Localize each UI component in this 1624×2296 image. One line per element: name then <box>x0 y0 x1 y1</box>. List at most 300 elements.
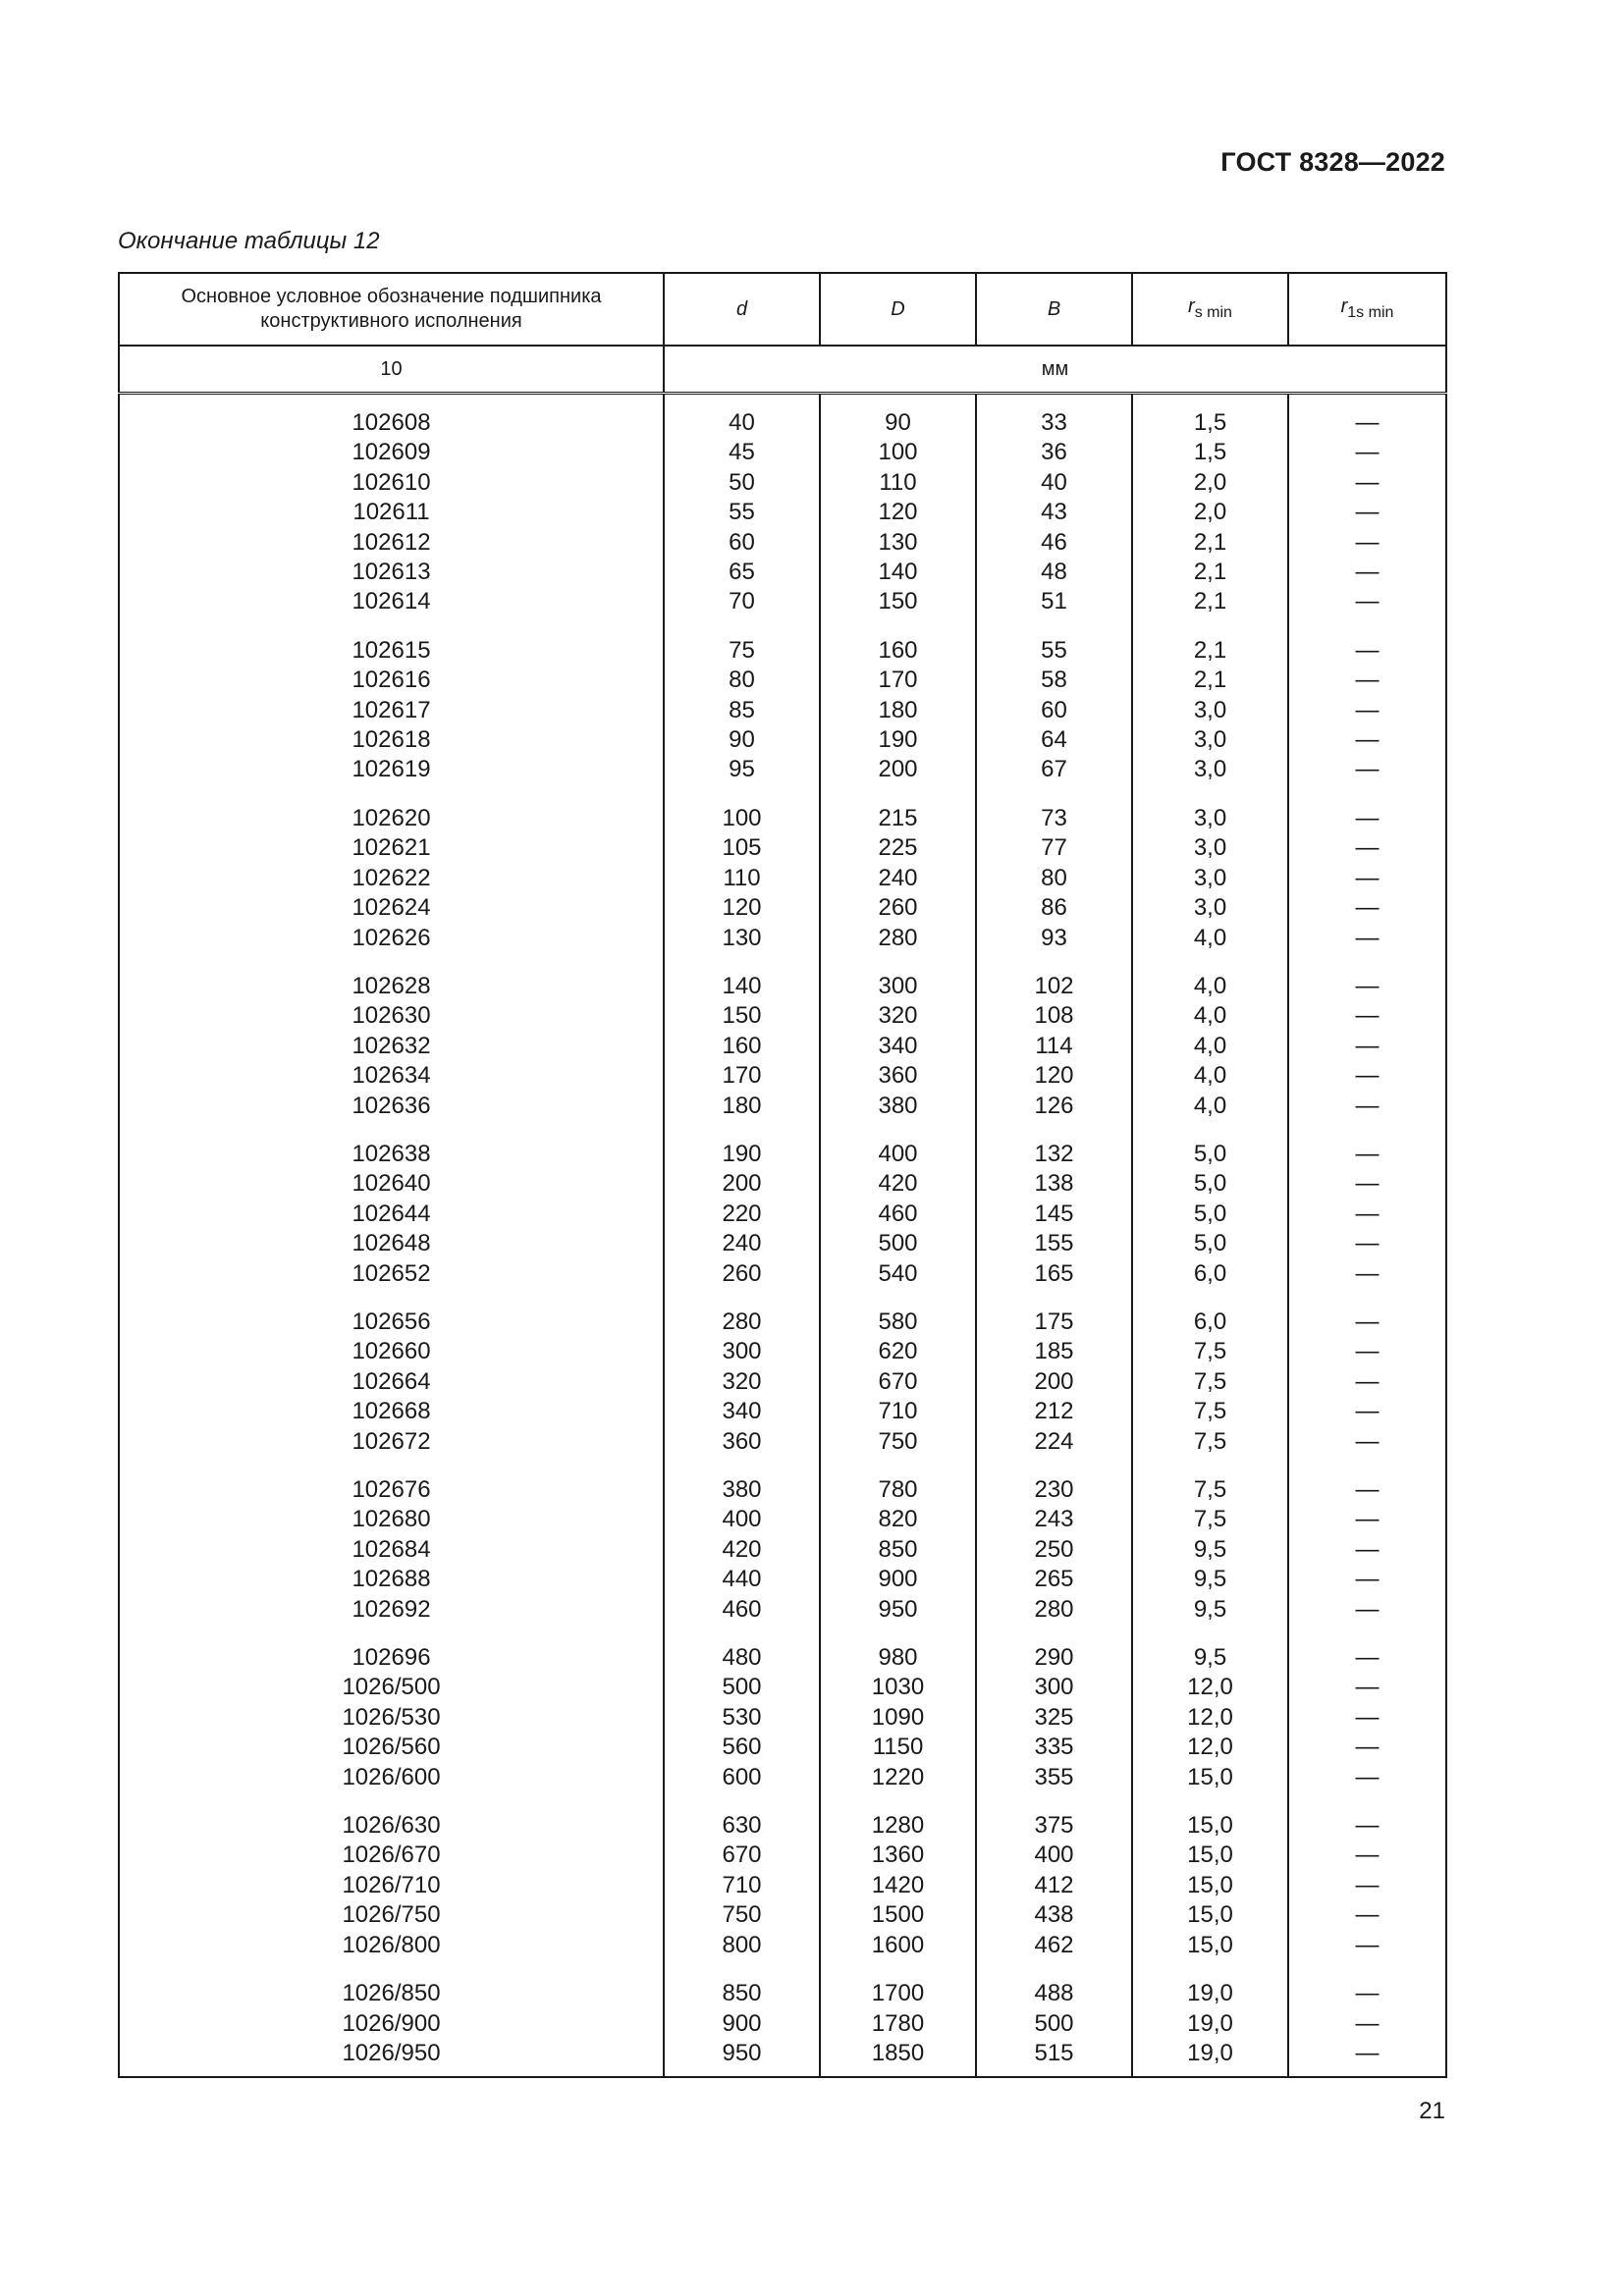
cell-r1s-min: — <box>1288 1625 1446 1673</box>
cell-D: 710 <box>820 1397 976 1426</box>
cell-D: 1280 <box>820 1792 976 1841</box>
cell-D: 1780 <box>820 2009 976 2039</box>
cell-designation: 102617 <box>119 696 664 725</box>
cell-D: 1360 <box>820 1841 976 1870</box>
cell-B: 77 <box>976 833 1132 863</box>
cell-B: 55 <box>976 617 1132 666</box>
header-rs-min: $r_{s min}$ <box>1132 273 1288 346</box>
cell-rs-min: 7,5 <box>1132 1505 1288 1534</box>
standard-designation: ГОСТ 8328—2022 <box>1220 147 1445 177</box>
cell-d: 105 <box>664 833 820 863</box>
cell-B: 243 <box>976 1505 1132 1534</box>
cell-D: 360 <box>820 1061 976 1091</box>
table-row <box>119 1367 1446 1397</box>
cell-rs-min: 9,5 <box>1132 1565 1288 1594</box>
table-row <box>119 498 1446 527</box>
cell-B: 138 <box>976 1169 1132 1199</box>
table-row <box>119 1792 1446 1841</box>
cell-r1s-min: — <box>1288 893 1446 923</box>
cell-r1s-min: — <box>1288 1169 1446 1199</box>
cell-D: 850 <box>820 1535 976 1565</box>
cell-r1s-min: — <box>1288 2039 1446 2077</box>
cell-B: 67 <box>976 755 1132 784</box>
cell-r1s-min: — <box>1288 1092 1446 1121</box>
cell-D: 215 <box>820 785 976 833</box>
cell-D: 1150 <box>820 1733 976 1762</box>
cell-d: 95 <box>664 755 820 784</box>
table-row <box>119 1733 1446 1762</box>
cell-d: 480 <box>664 1625 820 1673</box>
cell-r1s-min: — <box>1288 1535 1446 1565</box>
cell-B: 290 <box>976 1625 1132 1673</box>
cell-designation: 102652 <box>119 1259 664 1289</box>
cell-r1s-min: — <box>1288 1960 1446 2008</box>
table-row <box>119 1337 1446 1366</box>
cell-designation: 102656 <box>119 1289 664 1337</box>
table-row <box>119 1200 1446 1229</box>
page-number: 21 <box>1419 2098 1445 2124</box>
cell-D: 140 <box>820 558 976 587</box>
cell-B: 36 <box>976 438 1132 467</box>
cell-r1s-min: — <box>1288 785 1446 833</box>
cell-D: 580 <box>820 1289 976 1337</box>
cell-d: 40 <box>664 394 820 439</box>
table-row <box>119 1931 1446 1960</box>
cell-designation: 102688 <box>119 1565 664 1594</box>
cell-d: 460 <box>664 1595 820 1625</box>
cell-r1s-min: — <box>1288 394 1446 439</box>
cell-B: 325 <box>976 1703 1132 1733</box>
cell-r1s-min: — <box>1288 1061 1446 1091</box>
cell-B: 200 <box>976 1367 1132 1397</box>
cell-designation: 1026/670 <box>119 1841 664 1870</box>
cell-d: 60 <box>664 528 820 558</box>
cell-designation: 1026/850 <box>119 1960 664 2008</box>
table-row <box>119 1535 1446 1565</box>
cell-D: 1700 <box>820 1960 976 2008</box>
cell-designation: 102684 <box>119 1535 664 1565</box>
cell-r1s-min: — <box>1288 1931 1446 1960</box>
subheader-variant: 10 <box>119 346 664 394</box>
cell-rs-min: 7,5 <box>1132 1337 1288 1366</box>
cell-designation: 102630 <box>119 1001 664 1031</box>
cell-r1s-min: — <box>1288 1871 1446 1900</box>
table-row <box>119 725 1446 755</box>
cell-D: 1030 <box>820 1673 976 1702</box>
cell-designation: 1026/560 <box>119 1733 664 1762</box>
cell-B: 375 <box>976 1792 1132 1841</box>
table-row <box>119 1703 1446 1733</box>
cell-B: 58 <box>976 666 1132 695</box>
cell-B: 51 <box>976 587 1132 616</box>
cell-D: 420 <box>820 1169 976 1199</box>
cell-designation: 102614 <box>119 587 664 616</box>
cell-r1s-min: — <box>1288 696 1446 725</box>
cell-r1s-min: — <box>1288 2009 1446 2039</box>
table-row <box>119 528 1446 558</box>
cell-B: 224 <box>976 1427 1132 1457</box>
table-row <box>119 2039 1446 2077</box>
cell-B: 438 <box>976 1900 1132 1930</box>
cell-B: 335 <box>976 1733 1132 1762</box>
cell-designation: 1026/530 <box>119 1703 664 1733</box>
table-row <box>119 893 1446 923</box>
cell-d: 180 <box>664 1092 820 1121</box>
cell-B: 265 <box>976 1565 1132 1594</box>
cell-d: 190 <box>664 1121 820 1169</box>
cell-designation: 102613 <box>119 558 664 587</box>
cell-d: 670 <box>664 1841 820 1870</box>
cell-D: 200 <box>820 755 976 784</box>
cell-D: 1420 <box>820 1871 976 1900</box>
cell-designation: 1026/950 <box>119 2039 664 2077</box>
cell-B: 108 <box>976 1001 1132 1031</box>
cell-D: 400 <box>820 1121 976 1169</box>
cell-B: 43 <box>976 498 1132 527</box>
cell-rs-min: 12,0 <box>1132 1733 1288 1762</box>
cell-d: 440 <box>664 1565 820 1594</box>
cell-rs-min: 1,5 <box>1132 438 1288 467</box>
cell-r1s-min: — <box>1288 1427 1446 1457</box>
cell-D: 100 <box>820 438 976 467</box>
cell-B: 175 <box>976 1289 1132 1337</box>
table-row <box>119 468 1446 498</box>
cell-r1s-min: — <box>1288 617 1446 666</box>
table-row <box>119 1169 1446 1199</box>
table-row <box>119 1032 1446 1061</box>
cell-designation: 102632 <box>119 1032 664 1061</box>
cell-r1s-min: — <box>1288 1121 1446 1169</box>
subheader-unit: мм <box>664 346 1446 394</box>
table-row <box>119 1061 1446 1091</box>
cell-rs-min: 3,0 <box>1132 833 1288 863</box>
cell-r1s-min: — <box>1288 1259 1446 1289</box>
cell-d: 530 <box>664 1703 820 1733</box>
table-body <box>119 394 1446 2078</box>
cell-designation: 102619 <box>119 755 664 784</box>
cell-D: 980 <box>820 1625 976 1673</box>
table-row <box>119 587 1446 616</box>
table-caption: Окончание таблицы 12 <box>118 228 380 254</box>
table-header-row <box>119 273 1446 346</box>
cell-designation: 102621 <box>119 833 664 863</box>
cell-d: 120 <box>664 893 820 923</box>
cell-d: 110 <box>664 864 820 893</box>
table-row <box>119 1001 1446 1031</box>
cell-rs-min: 2,1 <box>1132 558 1288 587</box>
cell-d: 90 <box>664 725 820 755</box>
cell-d: 560 <box>664 1733 820 1762</box>
cell-r1s-min: — <box>1288 1397 1446 1426</box>
cell-rs-min: 7,5 <box>1132 1427 1288 1457</box>
cell-B: 60 <box>976 696 1132 725</box>
cell-rs-min: 5,0 <box>1132 1229 1288 1258</box>
cell-d: 50 <box>664 468 820 498</box>
cell-D: 670 <box>820 1367 976 1397</box>
cell-r1s-min: — <box>1288 468 1446 498</box>
cell-B: 488 <box>976 1960 1132 2008</box>
cell-designation: 1026/500 <box>119 1673 664 1702</box>
header-D: D <box>820 273 976 346</box>
cell-rs-min: 3,0 <box>1132 864 1288 893</box>
cell-designation: 102626 <box>119 924 664 953</box>
cell-designation: 102634 <box>119 1061 664 1091</box>
table-row <box>119 1565 1446 1594</box>
table-row <box>119 1595 1446 1625</box>
table-row <box>119 1673 1446 1702</box>
cell-rs-min: 3,0 <box>1132 785 1288 833</box>
cell-B: 46 <box>976 528 1132 558</box>
table-row <box>119 1505 1446 1534</box>
cell-designation: 102676 <box>119 1457 664 1505</box>
cell-d: 65 <box>664 558 820 587</box>
cell-d: 100 <box>664 785 820 833</box>
cell-rs-min: 15,0 <box>1132 1900 1288 1930</box>
cell-d: 280 <box>664 1289 820 1337</box>
cell-rs-min: 6,0 <box>1132 1289 1288 1337</box>
cell-r1s-min: — <box>1288 1032 1446 1061</box>
cell-d: 630 <box>664 1792 820 1841</box>
cell-d: 950 <box>664 2039 820 2077</box>
table-row <box>119 1763 1446 1792</box>
cell-rs-min: 15,0 <box>1132 1871 1288 1900</box>
cell-d: 360 <box>664 1427 820 1457</box>
cell-rs-min: 12,0 <box>1132 1703 1288 1733</box>
cell-rs-min: 19,0 <box>1132 2009 1288 2039</box>
table-row <box>119 1457 1446 1505</box>
cell-r1s-min: — <box>1288 755 1446 784</box>
cell-B: 120 <box>976 1061 1132 1091</box>
table-row <box>119 2009 1446 2039</box>
cell-D: 260 <box>820 893 976 923</box>
cell-d: 240 <box>664 1229 820 1258</box>
cell-D: 180 <box>820 696 976 725</box>
cell-designation: 102640 <box>119 1169 664 1199</box>
cell-D: 130 <box>820 528 976 558</box>
cell-d: 85 <box>664 696 820 725</box>
table-row <box>119 1289 1446 1337</box>
cell-d: 750 <box>664 1900 820 1930</box>
table-subheader-row <box>119 346 1446 394</box>
cell-designation: 1026/600 <box>119 1763 664 1792</box>
cell-B: 300 <box>976 1673 1132 1702</box>
cell-rs-min: 5,0 <box>1132 1200 1288 1229</box>
cell-B: 86 <box>976 893 1132 923</box>
cell-d: 420 <box>664 1535 820 1565</box>
cell-d: 500 <box>664 1673 820 1702</box>
cell-D: 320 <box>820 1001 976 1031</box>
cell-D: 460 <box>820 1200 976 1229</box>
cell-B: 48 <box>976 558 1132 587</box>
cell-d: 55 <box>664 498 820 527</box>
cell-rs-min: 2,1 <box>1132 666 1288 695</box>
table-row <box>119 394 1446 439</box>
cell-D: 1500 <box>820 1900 976 1930</box>
cell-D: 750 <box>820 1427 976 1457</box>
cell-rs-min: 7,5 <box>1132 1457 1288 1505</box>
table-row <box>119 924 1446 953</box>
cell-B: 80 <box>976 864 1132 893</box>
table-row <box>119 1841 1446 1870</box>
cell-B: 102 <box>976 953 1132 1001</box>
cell-B: 64 <box>976 725 1132 755</box>
cell-d: 300 <box>664 1337 820 1366</box>
cell-D: 900 <box>820 1565 976 1594</box>
cell-B: 40 <box>976 468 1132 498</box>
cell-B: 230 <box>976 1457 1132 1505</box>
cell-designation: 102628 <box>119 953 664 1001</box>
cell-rs-min: 12,0 <box>1132 1673 1288 1702</box>
cell-r1s-min: — <box>1288 1337 1446 1366</box>
cell-D: 340 <box>820 1032 976 1061</box>
cell-rs-min: 7,5 <box>1132 1397 1288 1426</box>
cell-r1s-min: — <box>1288 725 1446 755</box>
table-row <box>119 1960 1446 2008</box>
cell-r1s-min: — <box>1288 1900 1446 1930</box>
cell-D: 620 <box>820 1337 976 1366</box>
cell-r1s-min: — <box>1288 528 1446 558</box>
table-row <box>119 864 1446 893</box>
cell-designation: 102622 <box>119 864 664 893</box>
table-row <box>119 1121 1446 1169</box>
cell-r1s-min: — <box>1288 1595 1446 1625</box>
cell-r1s-min: — <box>1288 1703 1446 1733</box>
cell-designation: 102616 <box>119 666 664 695</box>
cell-r1s-min: — <box>1288 558 1446 587</box>
cell-rs-min: 9,5 <box>1132 1625 1288 1673</box>
table-row <box>119 833 1446 863</box>
table-row <box>119 558 1446 587</box>
header-designation: Основное условное обозначение подшипника конструктивного исполнения <box>119 273 664 346</box>
cell-r1s-min: — <box>1288 587 1446 616</box>
table-row <box>119 666 1446 695</box>
cell-D: 300 <box>820 953 976 1001</box>
table-row <box>119 696 1446 725</box>
cell-rs-min: 4,0 <box>1132 953 1288 1001</box>
cell-designation: 102610 <box>119 468 664 498</box>
bearing-dimensions-table <box>118 272 1447 2078</box>
cell-r1s-min: — <box>1288 1733 1446 1762</box>
cell-designation: 102638 <box>119 1121 664 1169</box>
cell-B: 412 <box>976 1871 1132 1900</box>
cell-designation: 102672 <box>119 1427 664 1457</box>
table-row <box>119 785 1446 833</box>
cell-d: 710 <box>664 1871 820 1900</box>
cell-rs-min: 3,0 <box>1132 755 1288 784</box>
cell-d: 850 <box>664 1960 820 2008</box>
cell-d: 80 <box>664 666 820 695</box>
cell-rs-min: 19,0 <box>1132 1960 1288 2008</box>
cell-rs-min: 5,0 <box>1132 1121 1288 1169</box>
cell-D: 160 <box>820 617 976 666</box>
table-row <box>119 1871 1446 1900</box>
cell-rs-min: 19,0 <box>1132 2039 1288 2077</box>
cell-d: 600 <box>664 1763 820 1792</box>
table-row <box>119 1427 1446 1457</box>
cell-rs-min: 4,0 <box>1132 924 1288 953</box>
cell-r1s-min: — <box>1288 1200 1446 1229</box>
cell-d: 150 <box>664 1001 820 1031</box>
header-B: B <box>976 273 1132 346</box>
cell-B: 126 <box>976 1092 1132 1121</box>
table-row <box>119 953 1446 1001</box>
cell-rs-min: 2,1 <box>1132 617 1288 666</box>
cell-B: 462 <box>976 1931 1132 1960</box>
cell-r1s-min: — <box>1288 666 1446 695</box>
cell-designation: 102611 <box>119 498 664 527</box>
cell-rs-min: 7,5 <box>1132 1367 1288 1397</box>
cell-designation: 102644 <box>119 1200 664 1229</box>
cell-r1s-min: — <box>1288 1229 1446 1258</box>
cell-B: 212 <box>976 1397 1132 1426</box>
cell-B: 280 <box>976 1595 1132 1625</box>
cell-r1s-min: — <box>1288 1763 1446 1792</box>
cell-D: 240 <box>820 864 976 893</box>
cell-d: 900 <box>664 2009 820 2039</box>
cell-designation: 102648 <box>119 1229 664 1258</box>
cell-r1s-min: — <box>1288 833 1446 863</box>
cell-B: 33 <box>976 394 1132 439</box>
cell-B: 155 <box>976 1229 1132 1258</box>
cell-designation: 102696 <box>119 1625 664 1673</box>
cell-designation: 102636 <box>119 1092 664 1121</box>
cell-rs-min: 15,0 <box>1132 1792 1288 1841</box>
cell-D: 225 <box>820 833 976 863</box>
cell-designation: 102615 <box>119 617 664 666</box>
cell-D: 780 <box>820 1457 976 1505</box>
cell-designation: 1026/750 <box>119 1900 664 1930</box>
cell-d: 340 <box>664 1397 820 1426</box>
cell-r1s-min: — <box>1288 1792 1446 1841</box>
table-row <box>119 1229 1446 1258</box>
cell-D: 90 <box>820 394 976 439</box>
cell-designation: 102660 <box>119 1337 664 1366</box>
cell-D: 150 <box>820 587 976 616</box>
cell-D: 500 <box>820 1229 976 1258</box>
table-row <box>119 1092 1446 1121</box>
cell-B: 165 <box>976 1259 1132 1289</box>
cell-designation: 102692 <box>119 1595 664 1625</box>
cell-D: 190 <box>820 725 976 755</box>
cell-B: 515 <box>976 2039 1132 2077</box>
cell-d: 200 <box>664 1169 820 1199</box>
cell-rs-min: 15,0 <box>1132 1841 1288 1870</box>
cell-r1s-min: — <box>1288 864 1446 893</box>
header-r1s-min: $r_{1s min}$ <box>1288 273 1446 346</box>
cell-d: 400 <box>664 1505 820 1534</box>
cell-designation: 1026/710 <box>119 1871 664 1900</box>
cell-rs-min: 15,0 <box>1132 1931 1288 1960</box>
cell-D: 540 <box>820 1259 976 1289</box>
cell-rs-min: 2,1 <box>1132 528 1288 558</box>
cell-D: 110 <box>820 468 976 498</box>
cell-rs-min: 3,0 <box>1132 696 1288 725</box>
cell-D: 820 <box>820 1505 976 1534</box>
cell-designation: 102664 <box>119 1367 664 1397</box>
cell-B: 500 <box>976 2009 1132 2039</box>
cell-r1s-min: — <box>1288 1673 1446 1702</box>
cell-D: 1220 <box>820 1763 976 1792</box>
cell-B: 355 <box>976 1763 1132 1792</box>
cell-r1s-min: — <box>1288 1001 1446 1031</box>
cell-designation: 102680 <box>119 1505 664 1534</box>
cell-designation: 102612 <box>119 528 664 558</box>
cell-rs-min: 3,0 <box>1132 725 1288 755</box>
cell-rs-min: 4,0 <box>1132 1032 1288 1061</box>
cell-d: 160 <box>664 1032 820 1061</box>
cell-rs-min: 9,5 <box>1132 1535 1288 1565</box>
cell-d: 380 <box>664 1457 820 1505</box>
